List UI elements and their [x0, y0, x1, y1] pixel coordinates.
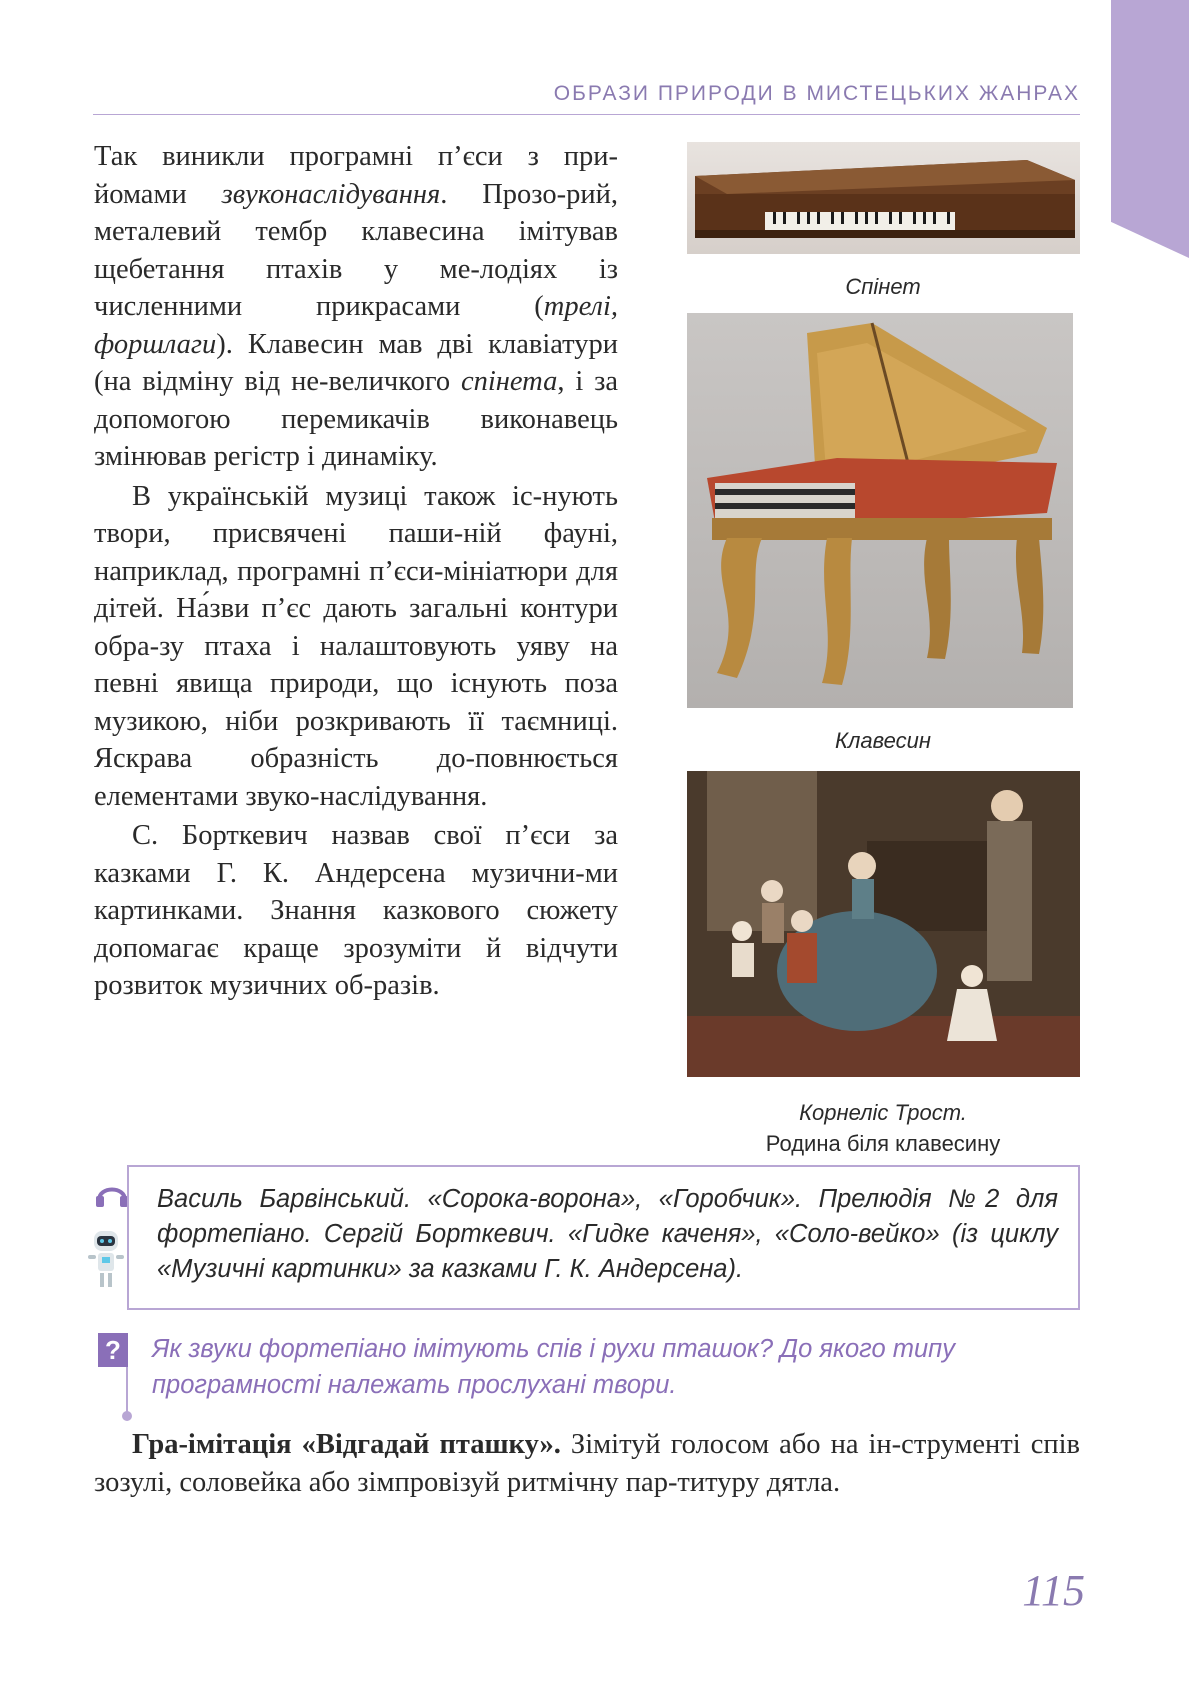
question-text: Як звуки фортепіано імітують спів і рухи пташок? До якого типу програмності належать прослухані твори. [152, 1335, 955, 1399]
paragraph-1: Так виникли програмні п’єси з при-йомами звуконаслідування. Прозо-рий, металевий тембр клавесина імітував щебетання птахів у ме-лодіях із численними прикрасами (трелі, форшлаги). Клавесин мав дві клавіатури (на відміну від не-величкого спінета, і за допомогою перемикачів виконавець змінював регістр і динаміку. [94, 141, 618, 472]
painting-image [687, 771, 1080, 1077]
harpsichord-image [687, 313, 1073, 708]
listening-text: Василь Барвінський. «Сорока-ворона», «Горобчик». Прелюдія №2 для фортепіано. Сергій Борткевич. «Гидке каченя», «Соло-вейко» (із циклу «Музичні картинки» за казками Г. К. Андерсена). [157, 1185, 1058, 1283]
game-title: Гра-імітація «Відгадай пташку». [132, 1429, 561, 1460]
spinet-caption: Спінет [845, 274, 921, 299]
header-rule [93, 114, 1080, 115]
paragraph-3: С. Борткевич назвав свої п’єси за казками Г. К. Андерсена музични-ми картинками. Знання казкового сюжету допомагає краще зрозуміти й відчути розвиток музичних об-разів. [94, 820, 618, 1001]
question-dot [122, 1411, 132, 1421]
game-paragraph [94, 1426, 1080, 1502]
question-icon: ? [98, 1333, 128, 1367]
harpsichord-caption: Клавесин [835, 728, 931, 753]
painting-caption-author: Корнеліс Трост. [799, 1100, 967, 1125]
game-text: Зімітуй голосом або на ін-струменті спів зозулі, соловейка або зімпровізуй ритмічну пар-титуру дятла. [94, 1429, 1080, 1498]
page-number: 115 [1022, 1566, 1085, 1615]
listening-box [127, 1165, 1080, 1310]
running-head: ОБРАЗИ ПРИРОДИ В МИСТЕЦЬКИХ ЖАНРАХ [553, 82, 1080, 105]
main-text-column [94, 138, 618, 1005]
robot-icon [84, 1225, 128, 1293]
headphones-icon [95, 1178, 129, 1208]
paragraph-2: В українській музиці також іс-нують твори, присвячені паши-ній фауні, наприклад, програмні п’єси-мініатюри для дітей. На́зви п’єс дають загальні контури обра-зу птаха і налаштовують уяву на певні явища природи, що існують поза музикою, ніби розкривають її таємниці. Яскрава образність до-повнюється елементами звуко-наслідування. [94, 480, 618, 812]
chapter-corner-tab [1111, 0, 1189, 258]
painting-caption-title: Родина біля клавесину [765, 1131, 1001, 1156]
painting-caption [688, 1097, 1078, 1159]
spinet-image [687, 142, 1080, 254]
question-line [126, 1367, 128, 1413]
